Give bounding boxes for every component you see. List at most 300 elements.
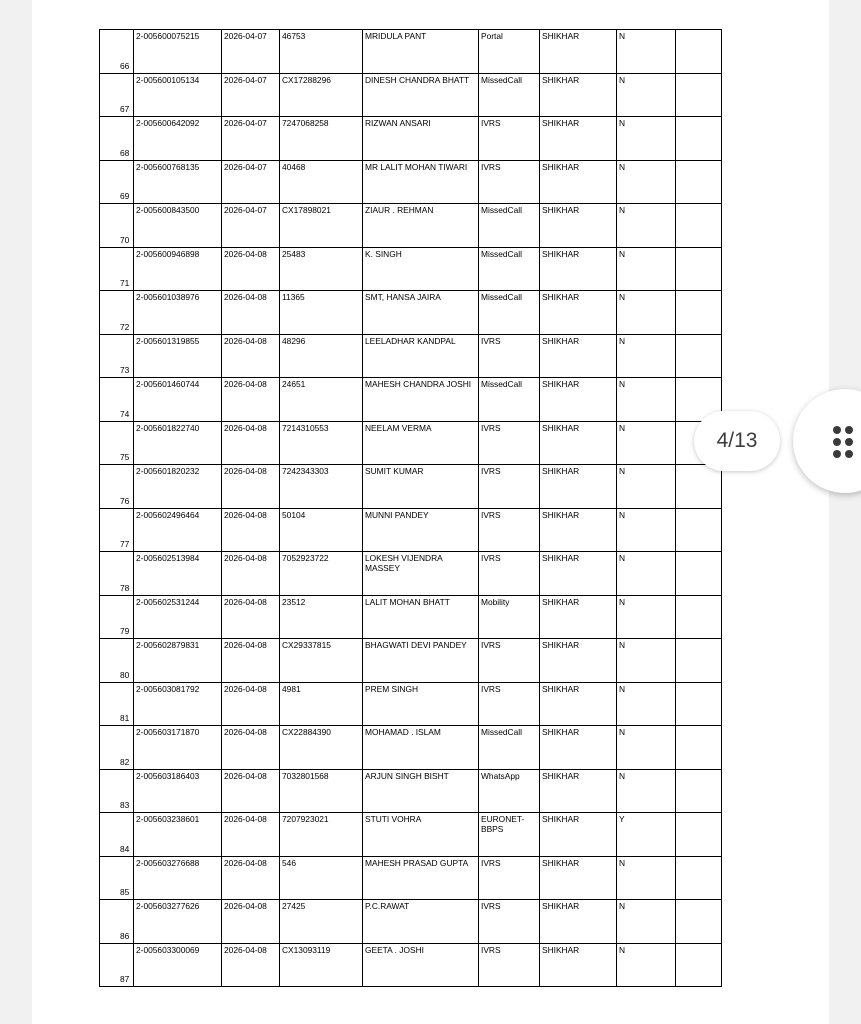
agency-text: SHIKHAR xyxy=(542,596,580,607)
channel-text: IVRS xyxy=(481,118,501,128)
name-cell xyxy=(363,943,479,987)
agency-cell xyxy=(540,30,617,74)
row-number: 71 xyxy=(120,278,130,289)
row-number: 76 xyxy=(120,495,130,506)
name-text: MUNNI PANDEY xyxy=(365,509,429,520)
agency-text: SHIKHAR xyxy=(542,857,580,868)
id-cell xyxy=(280,900,363,944)
agency-text: SHIKHAR xyxy=(542,509,580,520)
table-row xyxy=(100,552,722,596)
id-cell xyxy=(280,552,363,596)
ref-text: 2-005601460744 xyxy=(136,379,200,389)
id-cell xyxy=(280,595,363,639)
agency-cell xyxy=(540,769,617,813)
row-number-cell xyxy=(100,421,134,465)
name-cell xyxy=(363,552,479,596)
agency-text: SHIKHAR xyxy=(542,31,580,41)
id-cell xyxy=(280,73,363,117)
id-text: 40468 xyxy=(282,161,306,172)
row-number-cell xyxy=(100,73,134,117)
ref-text: 2-005600768135 xyxy=(136,161,200,172)
row-number-cell xyxy=(100,247,134,291)
date-cell xyxy=(222,30,280,74)
channel-text: IVRS xyxy=(481,683,501,694)
table-row xyxy=(100,465,722,509)
agency-text: SHIKHAR xyxy=(542,161,580,172)
table-row xyxy=(100,117,722,161)
agency-cell xyxy=(540,73,617,117)
date-cell xyxy=(222,378,280,422)
flag-cell xyxy=(617,247,676,291)
empty-cell xyxy=(676,726,722,770)
flag-text: Y xyxy=(619,814,625,824)
ref-cell xyxy=(134,204,222,248)
table-row xyxy=(100,421,722,465)
date-text: 2026-04-08 xyxy=(224,553,267,563)
id-cell xyxy=(280,639,363,683)
ref-cell xyxy=(134,813,222,857)
ref-cell xyxy=(134,856,222,900)
flag-text: N xyxy=(619,74,626,85)
agency-cell xyxy=(540,421,617,465)
flag-text: N xyxy=(619,509,626,520)
flag-text: N xyxy=(619,640,626,650)
channel-cell xyxy=(479,682,540,726)
date-cell xyxy=(222,160,280,204)
channel-text: Mobility xyxy=(481,596,510,607)
ref-text: 2-005602879831 xyxy=(136,640,200,650)
channel-text: Portal xyxy=(481,31,503,41)
row-number: 74 xyxy=(120,408,130,419)
id-text: 46753 xyxy=(282,31,306,41)
channel-cell xyxy=(479,247,540,291)
empty-cell xyxy=(676,682,722,726)
name-text: K. SINGH xyxy=(365,248,402,259)
agency-cell xyxy=(540,813,617,857)
date-text: 2026-04-08 xyxy=(224,944,267,955)
date-cell xyxy=(222,247,280,291)
row-number: 79 xyxy=(120,626,130,637)
date-text: 2026-04-08 xyxy=(224,335,267,346)
row-number: 73 xyxy=(120,365,130,376)
date-cell xyxy=(222,726,280,770)
name-text: MAHESH PRASAD GUPTA xyxy=(365,857,469,868)
row-number: 81 xyxy=(120,713,130,724)
id-cell xyxy=(280,160,363,204)
flag-text: N xyxy=(619,770,626,781)
channel-cell xyxy=(479,421,540,465)
name-cell xyxy=(363,160,479,204)
table-row xyxy=(100,726,722,770)
name-cell xyxy=(363,247,479,291)
name-text: RIZWAN ANSARI xyxy=(365,118,431,128)
empty-cell xyxy=(676,291,722,335)
table-row xyxy=(100,900,722,944)
table-row xyxy=(100,595,722,639)
id-cell xyxy=(280,204,363,248)
row-number: 84 xyxy=(120,843,130,854)
ref-text: 2-005600642092 xyxy=(136,118,200,128)
channel-text: IVRS xyxy=(481,901,501,911)
name-text: MAHESH CHANDRA JOSHI xyxy=(365,379,472,389)
flag-cell xyxy=(617,291,676,335)
row-number-cell xyxy=(100,769,134,813)
name-cell xyxy=(363,682,479,726)
ref-cell xyxy=(134,465,222,509)
row-number: 78 xyxy=(120,582,130,593)
ref-text: 2-005603277626 xyxy=(136,901,200,911)
channel-cell xyxy=(479,291,540,335)
row-number: 86 xyxy=(120,930,130,941)
empty-cell xyxy=(676,595,722,639)
name-text: MR LALIT MOHAN TIWARI xyxy=(365,161,468,172)
channel-text: WhatsApp xyxy=(481,770,520,781)
empty-cell xyxy=(676,334,722,378)
channel-text: IVRS xyxy=(481,944,501,955)
name-cell xyxy=(363,421,479,465)
name-text: SMT, HANSA JAIRA xyxy=(365,292,441,302)
date-text: 2026-04-07 xyxy=(224,31,267,41)
empty-cell xyxy=(676,73,722,117)
channel-cell xyxy=(479,334,540,378)
row-number: 75 xyxy=(120,452,130,463)
id-text: 11365 xyxy=(282,292,305,302)
name-text: STUTI VOHRA xyxy=(365,814,422,824)
row-number-cell xyxy=(100,160,134,204)
row-number-cell xyxy=(100,639,134,683)
page-counter-label: 4/13 xyxy=(716,429,758,452)
empty-cell xyxy=(676,117,722,161)
channel-text: MissedCall xyxy=(481,379,522,389)
name-cell xyxy=(363,595,479,639)
date-text: 2026-04-08 xyxy=(224,379,267,389)
empty-cell xyxy=(676,943,722,987)
channel-cell xyxy=(479,508,540,552)
agency-cell xyxy=(540,247,617,291)
ref-text: 2-005602496464 xyxy=(136,509,200,520)
row-number: 82 xyxy=(120,756,130,767)
channel-cell xyxy=(479,813,540,857)
row-number-cell xyxy=(100,900,134,944)
agency-cell xyxy=(540,552,617,596)
agency-cell xyxy=(540,160,617,204)
channel-cell xyxy=(479,595,540,639)
table-row xyxy=(100,73,722,117)
row-number-cell xyxy=(100,334,134,378)
empty-cell xyxy=(676,639,722,683)
row-number-cell xyxy=(100,204,134,248)
date-text: 2026-04-08 xyxy=(224,292,267,302)
id-cell xyxy=(280,856,363,900)
row-number: 87 xyxy=(120,974,130,985)
agency-cell xyxy=(540,378,617,422)
agency-cell xyxy=(540,943,617,987)
flag-text: N xyxy=(619,727,626,737)
row-number-cell xyxy=(100,595,134,639)
id-text: CX13093119 xyxy=(282,944,331,955)
date-text: 2026-04-07 xyxy=(224,205,267,215)
row-number-cell xyxy=(100,813,134,857)
ref-text: 2-005603238601 xyxy=(136,814,200,824)
flag-text: N xyxy=(619,944,626,955)
flag-text: N xyxy=(619,683,626,694)
channel-text: MissedCall xyxy=(481,205,522,215)
date-cell xyxy=(222,813,280,857)
ref-cell xyxy=(134,421,222,465)
agency-text: SHIKHAR xyxy=(542,335,580,346)
agency-cell xyxy=(540,726,617,770)
ref-text: 2-005601820232 xyxy=(136,466,200,476)
ref-text: 2-005601822740 xyxy=(136,422,200,433)
channel-text: IVRS xyxy=(481,422,501,433)
flag-cell xyxy=(617,465,676,509)
id-text: 48296 xyxy=(282,335,306,346)
agency-cell xyxy=(540,465,617,509)
channel-text: IVRS xyxy=(481,640,501,650)
agency-text: SHIKHAR xyxy=(542,379,580,389)
id-text: 24651 xyxy=(282,379,306,389)
flag-text: N xyxy=(619,466,626,476)
empty-cell xyxy=(676,204,722,248)
grid-dots-icon xyxy=(833,426,857,458)
id-text: 25483 xyxy=(282,248,306,259)
date-text: 2026-04-08 xyxy=(224,857,267,868)
date-cell xyxy=(222,291,280,335)
name-text: ZIAUR . REHMAN xyxy=(365,205,434,215)
date-cell xyxy=(222,508,280,552)
ref-text: 2-005602513984 xyxy=(136,553,200,563)
ref-cell xyxy=(134,73,222,117)
agency-cell xyxy=(540,334,617,378)
agency-text: SHIKHAR xyxy=(542,422,580,433)
empty-cell xyxy=(676,247,722,291)
id-cell xyxy=(280,465,363,509)
name-cell xyxy=(363,378,479,422)
row-number: 80 xyxy=(120,669,130,680)
name-text: LEELADHAR KANDPAL xyxy=(365,335,456,346)
channel-text: IVRS xyxy=(481,553,501,563)
id-text: CX17288296 xyxy=(282,74,331,85)
ref-text: 2-005601038976 xyxy=(136,292,200,302)
empty-cell xyxy=(676,856,722,900)
date-cell xyxy=(222,465,280,509)
flag-cell xyxy=(617,682,676,726)
channel-text: MissedCall xyxy=(481,292,522,302)
channel-text: MissedCall xyxy=(481,74,522,85)
name-text: MRIDULA PANT xyxy=(365,31,427,41)
row-number: 66 xyxy=(120,60,130,71)
flag-cell xyxy=(617,726,676,770)
agency-text: SHIKHAR xyxy=(542,683,580,694)
channel-cell xyxy=(479,465,540,509)
records-table xyxy=(99,29,722,987)
flag-text: N xyxy=(619,901,626,911)
ref-cell xyxy=(134,378,222,422)
id-text: CX17898021 xyxy=(282,205,331,215)
ref-text: 2-005603300069 xyxy=(136,944,200,955)
ref-cell xyxy=(134,769,222,813)
ref-cell xyxy=(134,900,222,944)
row-number-cell xyxy=(100,508,134,552)
name-cell xyxy=(363,334,479,378)
ref-cell xyxy=(134,552,222,596)
ref-cell xyxy=(134,291,222,335)
id-cell xyxy=(280,943,363,987)
empty-cell xyxy=(676,508,722,552)
row-number-cell xyxy=(100,943,134,987)
name-text: DINESH CHANDRA BHATT xyxy=(365,74,470,85)
date-text: 2026-04-08 xyxy=(224,683,267,694)
id-text: 7032801568 xyxy=(282,770,329,781)
channel-text: IVRS xyxy=(481,857,501,868)
channel-text: IVRS xyxy=(481,466,501,476)
ref-cell xyxy=(134,117,222,161)
id-text: 7247068258 xyxy=(282,118,329,128)
flag-cell xyxy=(617,769,676,813)
ref-cell xyxy=(134,639,222,683)
agency-text: SHIKHAR xyxy=(542,118,580,128)
flag-text: N xyxy=(619,118,626,128)
flag-text: N xyxy=(619,553,626,563)
row-number-cell xyxy=(100,30,134,74)
flag-cell xyxy=(617,73,676,117)
ref-text: 2-005602531244 xyxy=(136,596,200,607)
table-row xyxy=(100,160,722,204)
flag-cell xyxy=(617,204,676,248)
date-text: 2026-04-07 xyxy=(224,74,267,85)
table-row xyxy=(100,813,722,857)
name-text: LOKESH VIJENDRA MASSEY xyxy=(365,553,443,573)
agency-text: SHIKHAR xyxy=(542,466,580,476)
name-text: ARJUN SINGH BISHT xyxy=(365,770,449,781)
ref-text: 2-005600946898 xyxy=(136,248,200,259)
ref-cell xyxy=(134,247,222,291)
row-number: 68 xyxy=(120,147,130,158)
date-text: 2026-04-08 xyxy=(224,640,267,650)
channel-cell xyxy=(479,552,540,596)
ref-text: 2-005603276688 xyxy=(136,857,200,868)
id-cell xyxy=(280,247,363,291)
agency-text: SHIKHAR xyxy=(542,640,580,650)
channel-cell xyxy=(479,769,540,813)
row-number: 70 xyxy=(120,234,130,245)
date-text: 2026-04-08 xyxy=(224,727,267,737)
id-cell xyxy=(280,813,363,857)
empty-cell xyxy=(676,900,722,944)
flag-cell xyxy=(617,378,676,422)
channel-cell xyxy=(479,856,540,900)
date-cell xyxy=(222,595,280,639)
date-text: 2026-04-08 xyxy=(224,509,267,520)
flag-text: N xyxy=(619,857,626,868)
id-cell xyxy=(280,682,363,726)
flag-cell xyxy=(617,639,676,683)
flag-cell xyxy=(617,552,676,596)
id-cell xyxy=(280,30,363,74)
ref-cell xyxy=(134,30,222,74)
name-text: P.C.RAWAT xyxy=(365,901,410,911)
ref-text: 2-005603171870 xyxy=(136,727,200,737)
date-text: 2026-04-07 xyxy=(224,161,267,172)
id-cell xyxy=(280,726,363,770)
agency-cell xyxy=(540,639,617,683)
ref-text: 2-005603081792 xyxy=(136,683,200,694)
row-number: 69 xyxy=(120,191,130,202)
name-text: NEELAM VERMA xyxy=(365,422,432,433)
id-text: 546 xyxy=(282,857,296,868)
name-text: MOHAMAD . ISLAM xyxy=(365,727,441,737)
date-cell xyxy=(222,856,280,900)
ref-cell xyxy=(134,595,222,639)
channel-cell xyxy=(479,204,540,248)
agency-text: SHIKHAR xyxy=(542,248,580,259)
date-text: 2026-04-07 xyxy=(224,118,267,128)
id-cell xyxy=(280,508,363,552)
ref-cell xyxy=(134,334,222,378)
name-text: GEETA . JOSHI xyxy=(365,944,424,955)
channel-cell xyxy=(479,73,540,117)
agency-cell xyxy=(540,508,617,552)
name-cell xyxy=(363,291,479,335)
flag-cell xyxy=(617,813,676,857)
channel-cell xyxy=(479,639,540,683)
table-row xyxy=(100,378,722,422)
agency-text: SHIKHAR xyxy=(542,944,580,955)
row-number-cell xyxy=(100,291,134,335)
agency-text: SHIKHAR xyxy=(542,205,580,215)
row-number: 83 xyxy=(120,800,130,811)
flag-cell xyxy=(617,595,676,639)
table-row xyxy=(100,204,722,248)
flag-text: N xyxy=(619,422,626,433)
ref-text: 2-005603186403 xyxy=(136,770,200,781)
date-cell xyxy=(222,117,280,161)
date-cell xyxy=(222,204,280,248)
table-row xyxy=(100,508,722,552)
row-number-cell xyxy=(100,378,134,422)
flag-text: N xyxy=(619,161,626,172)
row-number-cell xyxy=(100,726,134,770)
name-cell xyxy=(363,30,479,74)
flag-cell xyxy=(617,30,676,74)
agency-cell xyxy=(540,291,617,335)
table-row xyxy=(100,769,722,813)
date-cell xyxy=(222,900,280,944)
name-text: LALIT MOHAN BHATT xyxy=(365,596,450,607)
row-number-cell xyxy=(100,856,134,900)
channel-cell xyxy=(479,726,540,770)
table-row xyxy=(100,291,722,335)
id-text: 7242343303 xyxy=(282,466,329,476)
channel-cell xyxy=(479,378,540,422)
row-number-cell xyxy=(100,117,134,161)
flag-text: N xyxy=(619,248,626,259)
id-cell xyxy=(280,421,363,465)
table-row xyxy=(100,682,722,726)
flag-cell xyxy=(617,334,676,378)
row-number-cell xyxy=(100,465,134,509)
table-row xyxy=(100,943,722,987)
name-cell xyxy=(363,465,479,509)
name-text: SUMIT KUMAR xyxy=(365,466,424,476)
date-text: 2026-04-08 xyxy=(224,814,267,824)
ref-cell xyxy=(134,160,222,204)
date-text: 2026-04-08 xyxy=(224,248,267,259)
table-row xyxy=(100,639,722,683)
name-cell xyxy=(363,813,479,857)
id-text: 7214310553 xyxy=(282,422,329,433)
flag-cell xyxy=(617,421,676,465)
